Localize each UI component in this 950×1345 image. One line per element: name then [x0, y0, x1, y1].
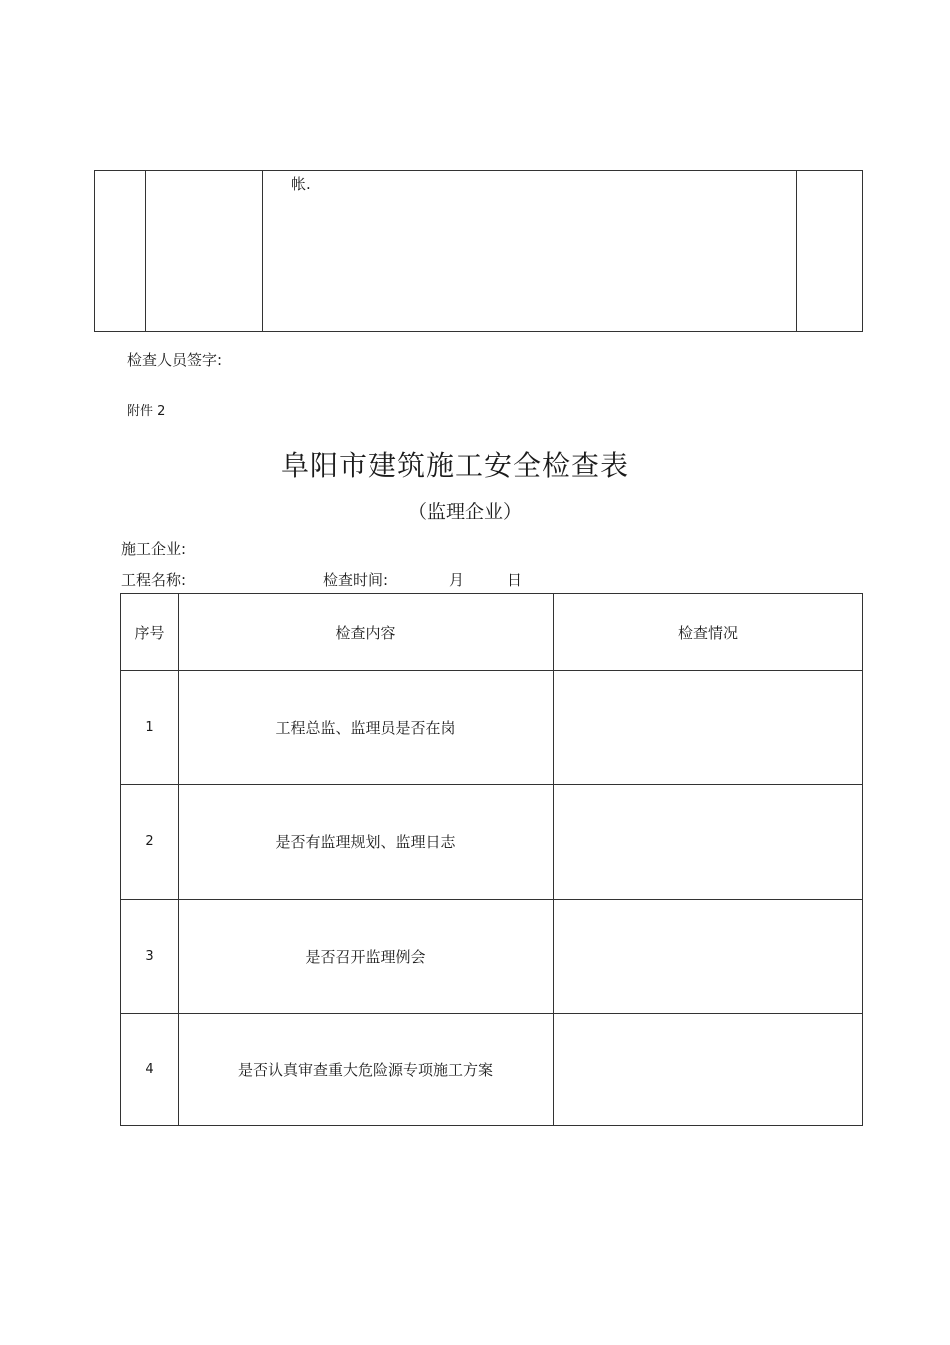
- row-status-cell[interactable]: [553, 1013, 863, 1125]
- inspection-table: [120, 593, 863, 1126]
- attachment-label: 附件 2: [127, 404, 166, 419]
- row-status-cell[interactable]: [553, 784, 863, 899]
- column-divider: [145, 171, 146, 331]
- row-number: 1: [145, 719, 154, 735]
- row-number: 3: [145, 948, 154, 964]
- column-divider: [796, 171, 797, 331]
- row-status-cell[interactable]: [553, 899, 863, 1013]
- header-number: 序号: [134, 623, 165, 642]
- column-divider: [262, 171, 263, 331]
- row-content: 是否有监理规划、监理日志: [275, 833, 456, 851]
- check-time-label: 检查时间:: [323, 571, 389, 589]
- header-content: 检查内容: [335, 623, 396, 642]
- month-label: 月: [449, 571, 465, 589]
- day-label: 日: [507, 571, 523, 589]
- project-name-label: 工程名称:: [121, 571, 187, 589]
- page-subtitle: （监理企业）: [407, 501, 522, 523]
- row-content: 是否认真审查重大危险源专项施工方案: [237, 1060, 493, 1079]
- row-content: 是否召开监理例会: [305, 947, 426, 966]
- row-status-cell[interactable]: [553, 670, 863, 784]
- row-content: 工程总监、监理员是否在岗: [275, 718, 456, 737]
- construction-company-label: 施工企业:: [121, 540, 187, 558]
- row-number: 2: [145, 834, 154, 849]
- continuation-table: [94, 170, 863, 332]
- project-info-line: [121, 569, 863, 589]
- header-status: 检查情况: [677, 623, 738, 642]
- page-title: 阜阳市建筑施工安全检查表: [280, 449, 629, 482]
- continuation-text: 帐.: [291, 175, 311, 193]
- row-number: 4: [145, 1061, 154, 1077]
- inspector-signature-label: 检查人员签字:: [127, 351, 223, 369]
